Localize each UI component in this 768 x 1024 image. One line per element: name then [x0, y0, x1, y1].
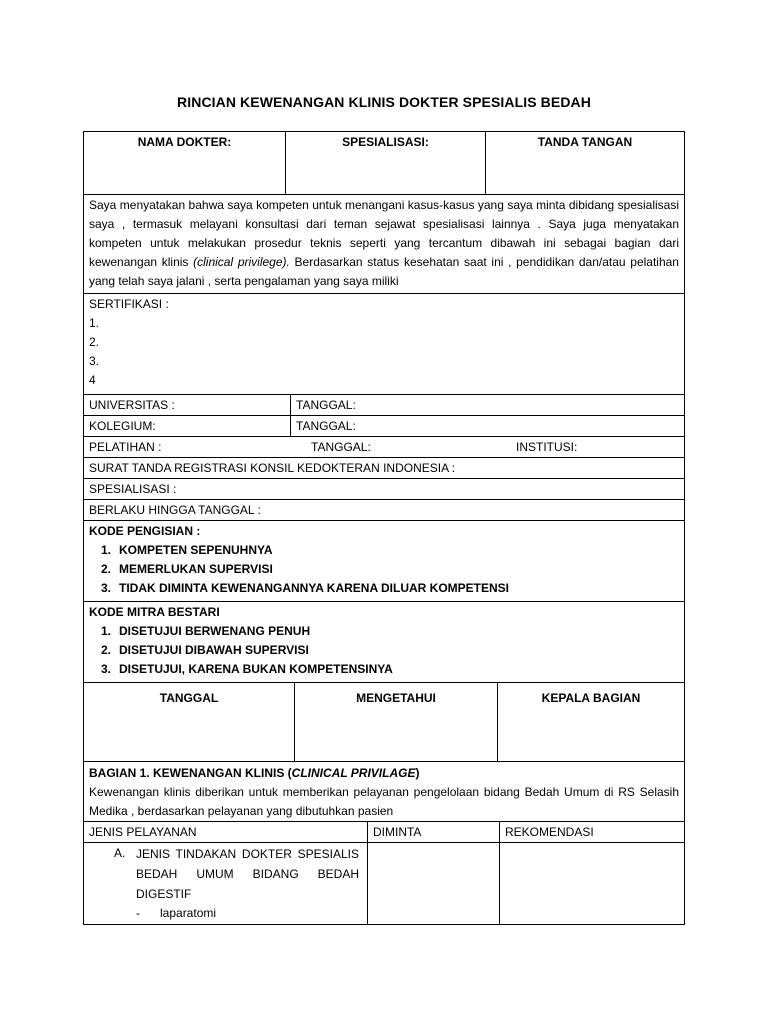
pelatihan-label: PELATIHAN :: [89, 440, 162, 454]
sertifikasi-item: 3.: [89, 354, 100, 368]
service-text: JENIS TINDAKAN DOKTER SPESIALIS BEDAH UMUM BIDANG BEDAH DIGESTIF: [136, 847, 359, 901]
mengetahui-field[interactable]: [294, 683, 497, 761]
pelatihan-tanggal-label: TANGGAL:: [311, 440, 371, 454]
list-item: [89, 641, 679, 660]
document-title: RINCIAN KEWENANGAN KLINIS DOKTER SPESIALIS BEDAH: [177, 94, 591, 110]
list-text: DISETUJUI DIBAWAH SUPERVISI: [119, 643, 309, 657]
statement-row: [84, 194, 684, 293]
tanda-tangan-field[interactable]: [485, 132, 684, 194]
list-item: [89, 560, 679, 579]
kolegium-tanggal-field[interactable]: [290, 416, 684, 436]
table-row: [84, 842, 684, 924]
list-text: MEMERLUKAN SUPERVISI: [119, 562, 273, 576]
bagian1-title-close: ): [415, 766, 420, 780]
bagian1-row: [84, 761, 684, 821]
spesialisasi-registration-label: SPESIALISASI :: [89, 482, 177, 496]
list-item: [89, 579, 679, 598]
nama-dokter-field[interactable]: [84, 132, 285, 194]
list-number: 3.: [100, 662, 111, 676]
list-number: 1.: [100, 543, 111, 557]
list-number: 2.: [100, 562, 111, 576]
kode-mitra-cell: [84, 602, 684, 682]
statement-text-2: Berdasarkan status kesehatan saat ini , pendidikan dan/atau pelatihan yang telah saya jalani , serta pengalaman yang saya miliki: [89, 255, 679, 288]
list-text: DISETUJUI, KARENA BUKAN KOMPETENSINYA: [119, 662, 393, 676]
berlaku-label: BERLAKU HINGGA TANGGAL :: [89, 503, 261, 517]
nama-dokter-label: NAMA DOKTER:: [137, 135, 232, 149]
list-text: TIDAK DIMINTA KEWENANGANNYA KARENA DILUAR KOMPETENSI: [119, 581, 509, 595]
spesialisasi-field[interactable]: [285, 132, 485, 194]
col-diminta: DIMINTA: [367, 822, 499, 842]
sertifikasi-item: 1.: [89, 316, 100, 330]
list-number: 1.: [100, 624, 111, 638]
kode-mitra-row: [84, 601, 684, 682]
list-number: 3.: [100, 581, 111, 595]
service-subitem-text: laparatomi: [160, 906, 217, 920]
berlaku-row: [84, 499, 684, 520]
tanda-tangan-label: TANDA TANGAN: [537, 135, 633, 149]
universitas-row: [84, 394, 684, 415]
bagian1-heading: [89, 764, 679, 783]
bagian1-title: BAGIAN 1. KEWENANGAN KLINIS (: [89, 766, 292, 780]
kolegium-row: [84, 415, 684, 436]
berlaku-field[interactable]: [84, 500, 684, 520]
sertifikasi-item: 2.: [89, 335, 100, 349]
col-rekomendasi: REKOMENDASI: [499, 822, 684, 842]
kode-mitra-label: KODE MITRA BESTARI: [89, 605, 220, 619]
spesialisasi-row: [84, 478, 684, 499]
universitas-field[interactable]: [84, 395, 290, 415]
pelatihan-field[interactable]: [84, 437, 684, 457]
statement-italic: (clinical privilege).: [193, 255, 290, 269]
service-subitem: [114, 904, 359, 923]
pelatihan-row: [84, 436, 684, 457]
service-item: [114, 844, 359, 904]
sertifikasi-item: 4: [89, 373, 96, 387]
bagian1-description: Kewenangan klinis diberikan untuk memberikan pelayanan pengelolaan bidang Bedah Umum di RS Selasih Medika , berdasarkan pelayanan yang dibutuhkan pasien: [89, 785, 679, 818]
doctor-header-row: [84, 132, 684, 194]
universitas-tanggal-label: TANGGAL:: [296, 398, 356, 412]
kolegium-field[interactable]: [84, 416, 290, 436]
spesialisasi-registration-field[interactable]: [84, 479, 684, 499]
list-number: 2.: [100, 643, 111, 657]
approval-tanggal-field[interactable]: [84, 683, 294, 761]
bagian1-title-italic: CLINICAL PRIVILAGE: [291, 766, 416, 780]
service-letter: A.: [114, 846, 126, 860]
statement-paragraph: [84, 195, 684, 293]
list-item: [89, 541, 679, 560]
bagian1-cell: [84, 762, 684, 821]
str-label: SURAT TANDA REGISTRASI KONSIL KEDOKTERAN INDONESIA :: [89, 461, 456, 475]
kolegium-tanggal-label: TANGGAL:: [296, 419, 356, 433]
sertifikasi-row: [84, 293, 684, 394]
kode-pengisian-list: [89, 541, 679, 598]
statement-text-1: Saya menyatakan bahwa saya kompeten untuk menangani kasus-kasus yang saya minta dibidang spesialisasi saya , termasuk melayani konsultasi dari teman sejawat spesialisasi lainnya . Saya juga menyatakan kompeten untuk melakukan prosedur teknis seperti yang tercantum dibawah ini sebagai bagian dari kewenangan klinis: [89, 198, 679, 269]
kode-pengisian-label: KODE PENGISIAN :: [89, 524, 201, 538]
kode-pengisian-cell: [84, 521, 684, 601]
sertifikasi-cell[interactable]: [84, 294, 684, 394]
list-text: KOMPETEN SEPENUHNYA: [119, 543, 273, 557]
kode-pengisian-row: [84, 520, 684, 601]
sertifikasi-label: SERTIFIKASI :: [89, 297, 169, 311]
services-header-row: [84, 821, 684, 842]
list-text: DISETUJUI BERWENANG PENUH: [119, 624, 311, 638]
spesialisasi-label: SPESIALISASI:: [342, 135, 429, 149]
universitas-tanggal-field[interactable]: [290, 395, 684, 415]
credentials-form-table: [83, 131, 685, 925]
kepala-bagian-field[interactable]: [497, 683, 684, 761]
kolegium-label: KOLEGIUM:: [89, 419, 156, 433]
universitas-label: UNIVERSITAS :: [89, 398, 175, 412]
str-field[interactable]: [84, 458, 684, 478]
approval-row: [84, 682, 684, 761]
list-item: [89, 622, 679, 641]
list-item: [89, 660, 679, 679]
str-row: [84, 457, 684, 478]
kepala-bagian-label: KEPALA BAGIAN: [541, 691, 641, 705]
pelatihan-institusi-label: INSTITUSI:: [516, 440, 578, 454]
approval-tanggal-label: TANGGAL: [159, 691, 219, 705]
mengetahui-label: MENGETAHUI: [356, 691, 436, 705]
rekomendasi-input[interactable]: [499, 843, 684, 924]
kode-mitra-list: [89, 622, 679, 679]
diminta-input[interactable]: [367, 843, 499, 924]
service-cell: [84, 843, 367, 924]
col-jenis-pelayanan: JENIS PELAYANAN: [89, 825, 197, 839]
service-dash: -: [136, 906, 140, 920]
